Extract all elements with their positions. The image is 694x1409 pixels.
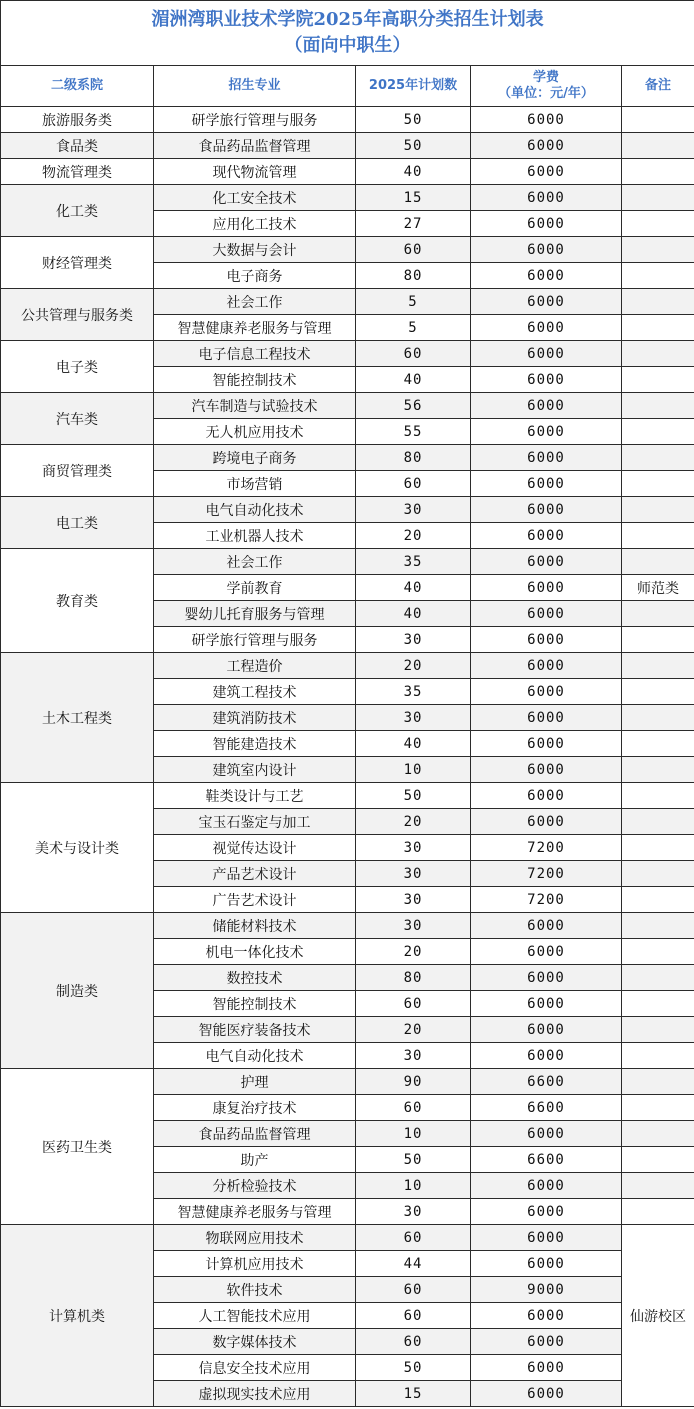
plan-cell: 60	[356, 471, 471, 497]
major-cell: 应用化工技术	[154, 211, 356, 237]
note-cell	[622, 783, 694, 809]
major-cell: 机电一体化技术	[154, 939, 356, 965]
fee-cell: 7200	[471, 835, 622, 861]
table-row	[1, 1225, 694, 1251]
plan-cell: 30	[356, 627, 471, 653]
fee-cell: 6000	[471, 653, 622, 679]
dept-cell: 计算机类	[1, 1225, 154, 1407]
fee-cell: 6000	[471, 1329, 622, 1355]
major-cell: 电子商务	[154, 263, 356, 289]
fee-cell: 6000	[471, 809, 622, 835]
dept-cell: 化工类	[1, 185, 154, 237]
title-line-2: （面向中职生）	[284, 35, 411, 56]
plan-cell: 5	[356, 289, 471, 315]
table-row	[1, 237, 694, 263]
note-cell	[622, 497, 694, 523]
dept-cell: 教育类	[1, 549, 154, 653]
major-cell: 宝玉石鉴定与加工	[154, 809, 356, 835]
major-cell: 大数据与会计	[154, 237, 356, 263]
note-cell	[622, 393, 694, 419]
fee-cell: 6000	[471, 1121, 622, 1147]
major-cell: 工程造价	[154, 653, 356, 679]
note-cell	[622, 939, 694, 965]
plan-cell: 30	[356, 1043, 471, 1069]
major-cell: 智能控制技术	[154, 367, 356, 393]
title-line-1: 湄洲湾职业技术学院2025年高职分类招生计划表	[151, 9, 544, 30]
major-cell: 电气自动化技术	[154, 1043, 356, 1069]
major-cell: 视觉传达设计	[154, 835, 356, 861]
table-title	[1, 1, 694, 66]
major-cell: 现代物流管理	[154, 159, 356, 185]
plan-cell: 40	[356, 367, 471, 393]
table-row	[1, 1069, 694, 1095]
fee-cell: 6600	[471, 1147, 622, 1173]
note-cell	[622, 445, 694, 471]
major-cell: 研学旅行管理与服务	[154, 627, 356, 653]
fee-cell: 6000	[471, 211, 622, 237]
fee-cell: 6000	[471, 575, 622, 601]
table-row	[1, 653, 694, 679]
major-cell: 广告艺术设计	[154, 887, 356, 913]
plan-cell: 20	[356, 939, 471, 965]
major-cell: 研学旅行管理与服务	[154, 107, 356, 133]
major-cell: 康复治疗技术	[154, 1095, 356, 1121]
note-cell	[622, 1017, 694, 1043]
dept-cell: 电工类	[1, 497, 154, 549]
plan-cell: 30	[356, 705, 471, 731]
major-cell: 虚拟现实技术应用	[154, 1381, 356, 1407]
header-row	[1, 66, 694, 107]
note-cell	[622, 731, 694, 757]
plan-cell: 60	[356, 237, 471, 263]
note-cell	[622, 211, 694, 237]
major-cell: 护理	[154, 1069, 356, 1095]
dept-cell: 制造类	[1, 913, 154, 1069]
plan-cell: 50	[356, 783, 471, 809]
note-cell	[622, 523, 694, 549]
note-cell	[622, 1173, 694, 1199]
note-cell	[622, 549, 694, 575]
plan-cell: 40	[356, 159, 471, 185]
fee-cell: 6600	[471, 1069, 622, 1095]
note-cell	[622, 913, 694, 939]
note-cell	[622, 757, 694, 783]
note-cell	[622, 1147, 694, 1173]
fee-cell: 6000	[471, 133, 622, 159]
fee-cell: 6000	[471, 1017, 622, 1043]
header-plan: 2025年计划数	[356, 66, 471, 107]
table-row	[1, 445, 694, 471]
note-cell	[622, 341, 694, 367]
header-fee-unit: （单位：元/年）	[498, 86, 594, 101]
note-cell	[622, 263, 694, 289]
table-row	[1, 185, 694, 211]
plan-cell: 20	[356, 809, 471, 835]
table-row	[1, 341, 694, 367]
note-cell	[622, 627, 694, 653]
fee-cell: 6000	[471, 705, 622, 731]
major-cell: 市场营销	[154, 471, 356, 497]
major-cell: 无人机应用技术	[154, 419, 356, 445]
major-cell: 食品药品监督管理	[154, 133, 356, 159]
fee-cell: 6000	[471, 315, 622, 341]
fee-cell: 6000	[471, 913, 622, 939]
major-cell: 建筑室内设计	[154, 757, 356, 783]
fee-cell: 6000	[471, 393, 622, 419]
note-cell	[622, 991, 694, 1017]
fee-cell: 6000	[471, 107, 622, 133]
major-cell: 物联网应用技术	[154, 1225, 356, 1251]
plan-cell: 80	[356, 445, 471, 471]
plan-cell: 56	[356, 393, 471, 419]
major-cell: 电子信息工程技术	[154, 341, 356, 367]
fee-cell: 6000	[471, 159, 622, 185]
fee-cell: 6000	[471, 1251, 622, 1277]
note-cell	[622, 679, 694, 705]
fee-cell: 6000	[471, 965, 622, 991]
plan-cell: 30	[356, 497, 471, 523]
plan-cell: 35	[356, 549, 471, 575]
plan-cell: 27	[356, 211, 471, 237]
plan-cell: 60	[356, 1225, 471, 1251]
plan-cell: 50	[356, 1355, 471, 1381]
fee-cell: 6000	[471, 341, 622, 367]
dept-cell: 美术与设计类	[1, 783, 154, 913]
fee-cell: 6000	[471, 1381, 622, 1407]
major-cell: 智能医疗装备技术	[154, 1017, 356, 1043]
header-fee-label: 学费	[532, 70, 559, 85]
plan-cell: 20	[356, 653, 471, 679]
fee-cell: 6000	[471, 939, 622, 965]
note-cell	[622, 887, 694, 913]
plan-cell: 30	[356, 835, 471, 861]
major-cell: 工业机器人技术	[154, 523, 356, 549]
major-cell: 化工安全技术	[154, 185, 356, 211]
note-cell	[622, 1043, 694, 1069]
note-cell	[622, 705, 694, 731]
plan-cell: 50	[356, 133, 471, 159]
major-cell: 产品艺术设计	[154, 861, 356, 887]
note-cell	[622, 1121, 694, 1147]
plan-cell: 30	[356, 913, 471, 939]
dept-cell: 物流管理类	[1, 159, 154, 185]
fee-cell: 6000	[471, 523, 622, 549]
note-cell	[622, 965, 694, 991]
header-dept: 二级系院	[1, 66, 154, 107]
dept-cell: 土木工程类	[1, 653, 154, 783]
note-cell	[622, 159, 694, 185]
fee-cell: 6600	[471, 1095, 622, 1121]
dept-cell: 医药卫生类	[1, 1069, 154, 1225]
dept-cell: 电子类	[1, 341, 154, 393]
note-cell	[622, 1199, 694, 1225]
table-row	[1, 107, 694, 133]
fee-cell: 7200	[471, 887, 622, 913]
note-cell	[622, 133, 694, 159]
note-cell	[622, 107, 694, 133]
fee-cell: 6000	[471, 445, 622, 471]
fee-cell: 6000	[471, 731, 622, 757]
plan-cell: 60	[356, 341, 471, 367]
fee-cell: 6000	[471, 991, 622, 1017]
major-cell: 储能材料技术	[154, 913, 356, 939]
plan-cell: 60	[356, 1329, 471, 1355]
fee-cell: 6000	[471, 1173, 622, 1199]
major-cell: 社会工作	[154, 549, 356, 575]
note-cell	[622, 289, 694, 315]
plan-cell: 30	[356, 861, 471, 887]
fee-cell: 6000	[471, 1043, 622, 1069]
table-row	[1, 393, 694, 419]
table-row	[1, 549, 694, 575]
major-cell: 食品药品监督管理	[154, 1121, 356, 1147]
plan-cell: 40	[356, 575, 471, 601]
plan-cell: 40	[356, 731, 471, 757]
major-cell: 数字媒体技术	[154, 1329, 356, 1355]
dept-cell: 公共管理与服务类	[1, 289, 154, 341]
major-cell: 智能控制技术	[154, 991, 356, 1017]
table-row	[1, 133, 694, 159]
note-cell	[622, 809, 694, 835]
fee-cell: 7200	[471, 861, 622, 887]
major-cell: 婴幼儿托育服务与管理	[154, 601, 356, 627]
major-cell: 智能建造技术	[154, 731, 356, 757]
plan-cell: 60	[356, 991, 471, 1017]
note-cell	[622, 315, 694, 341]
plan-cell: 90	[356, 1069, 471, 1095]
note-cell	[622, 653, 694, 679]
plan-cell: 20	[356, 1017, 471, 1043]
fee-cell: 6000	[471, 549, 622, 575]
plan-cell: 60	[356, 1095, 471, 1121]
fee-cell: 6000	[471, 237, 622, 263]
fee-cell: 6000	[471, 367, 622, 393]
header-note: 备注	[622, 66, 694, 107]
table-row	[1, 913, 694, 939]
major-cell: 学前教育	[154, 575, 356, 601]
fee-cell: 6000	[471, 1199, 622, 1225]
major-cell: 智慧健康养老服务与管理	[154, 1199, 356, 1225]
major-cell: 人工智能技术应用	[154, 1303, 356, 1329]
major-cell: 计算机应用技术	[154, 1251, 356, 1277]
dept-cell: 汽车类	[1, 393, 154, 445]
header-major: 招生专业	[154, 66, 356, 107]
major-cell: 社会工作	[154, 289, 356, 315]
plan-cell: 15	[356, 185, 471, 211]
fee-cell: 6000	[471, 289, 622, 315]
plan-cell: 80	[356, 965, 471, 991]
dept-cell: 财经管理类	[1, 237, 154, 289]
note-cell	[622, 1069, 694, 1095]
table-row	[1, 159, 694, 185]
fee-cell: 6000	[471, 419, 622, 445]
fee-cell: 6000	[471, 1355, 622, 1381]
plan-cell: 30	[356, 887, 471, 913]
fee-cell: 6000	[471, 1303, 622, 1329]
note-cell	[622, 419, 694, 445]
note-cell	[622, 185, 694, 211]
major-cell: 助产	[154, 1147, 356, 1173]
fee-cell: 6000	[471, 783, 622, 809]
note-cell	[622, 861, 694, 887]
dept-cell: 旅游服务类	[1, 107, 154, 133]
plan-cell: 5	[356, 315, 471, 341]
major-cell: 电气自动化技术	[154, 497, 356, 523]
major-cell: 建筑消防技术	[154, 705, 356, 731]
plan-cell: 44	[356, 1251, 471, 1277]
fee-cell: 6000	[471, 1225, 622, 1251]
fee-cell: 6000	[471, 497, 622, 523]
plan-cell: 30	[356, 1199, 471, 1225]
plan-cell: 15	[356, 1381, 471, 1407]
fee-cell: 6000	[471, 601, 622, 627]
note-cell	[622, 1095, 694, 1121]
major-cell: 汽车制造与试验技术	[154, 393, 356, 419]
fee-cell: 6000	[471, 263, 622, 289]
plan-cell: 55	[356, 419, 471, 445]
plan-cell: 10	[356, 1121, 471, 1147]
plan-cell: 60	[356, 1277, 471, 1303]
major-cell: 跨境电子商务	[154, 445, 356, 471]
plan-cell: 10	[356, 1173, 471, 1199]
major-cell: 鞋类设计与工艺	[154, 783, 356, 809]
plan-cell: 20	[356, 523, 471, 549]
fee-cell: 6000	[471, 627, 622, 653]
note-cell: 仙游校区	[622, 1225, 694, 1407]
plan-cell: 80	[356, 263, 471, 289]
plan-cell: 40	[356, 601, 471, 627]
note-cell	[622, 471, 694, 497]
header-fee	[471, 66, 622, 107]
dept-cell: 食品类	[1, 133, 154, 159]
title-row	[1, 1, 694, 66]
fee-cell: 9000	[471, 1277, 622, 1303]
note-cell	[622, 237, 694, 263]
plan-cell: 50	[356, 107, 471, 133]
note-cell	[622, 835, 694, 861]
major-cell: 软件技术	[154, 1277, 356, 1303]
plan-cell: 35	[356, 679, 471, 705]
plan-cell: 10	[356, 757, 471, 783]
major-cell: 智慧健康养老服务与管理	[154, 315, 356, 341]
note-cell	[622, 601, 694, 627]
dept-cell: 商贸管理类	[1, 445, 154, 497]
fee-cell: 6000	[471, 679, 622, 705]
fee-cell: 6000	[471, 757, 622, 783]
table-row	[1, 783, 694, 809]
major-cell: 分析检验技术	[154, 1173, 356, 1199]
major-cell: 信息安全技术应用	[154, 1355, 356, 1381]
fee-cell: 6000	[471, 471, 622, 497]
plan-cell: 60	[356, 1303, 471, 1329]
major-cell: 数控技术	[154, 965, 356, 991]
table-row	[1, 289, 694, 315]
note-cell: 师范类	[622, 575, 694, 601]
table-row	[1, 497, 694, 523]
plan-cell: 50	[356, 1147, 471, 1173]
note-cell	[622, 367, 694, 393]
fee-cell: 6000	[471, 185, 622, 211]
major-cell: 建筑工程技术	[154, 679, 356, 705]
